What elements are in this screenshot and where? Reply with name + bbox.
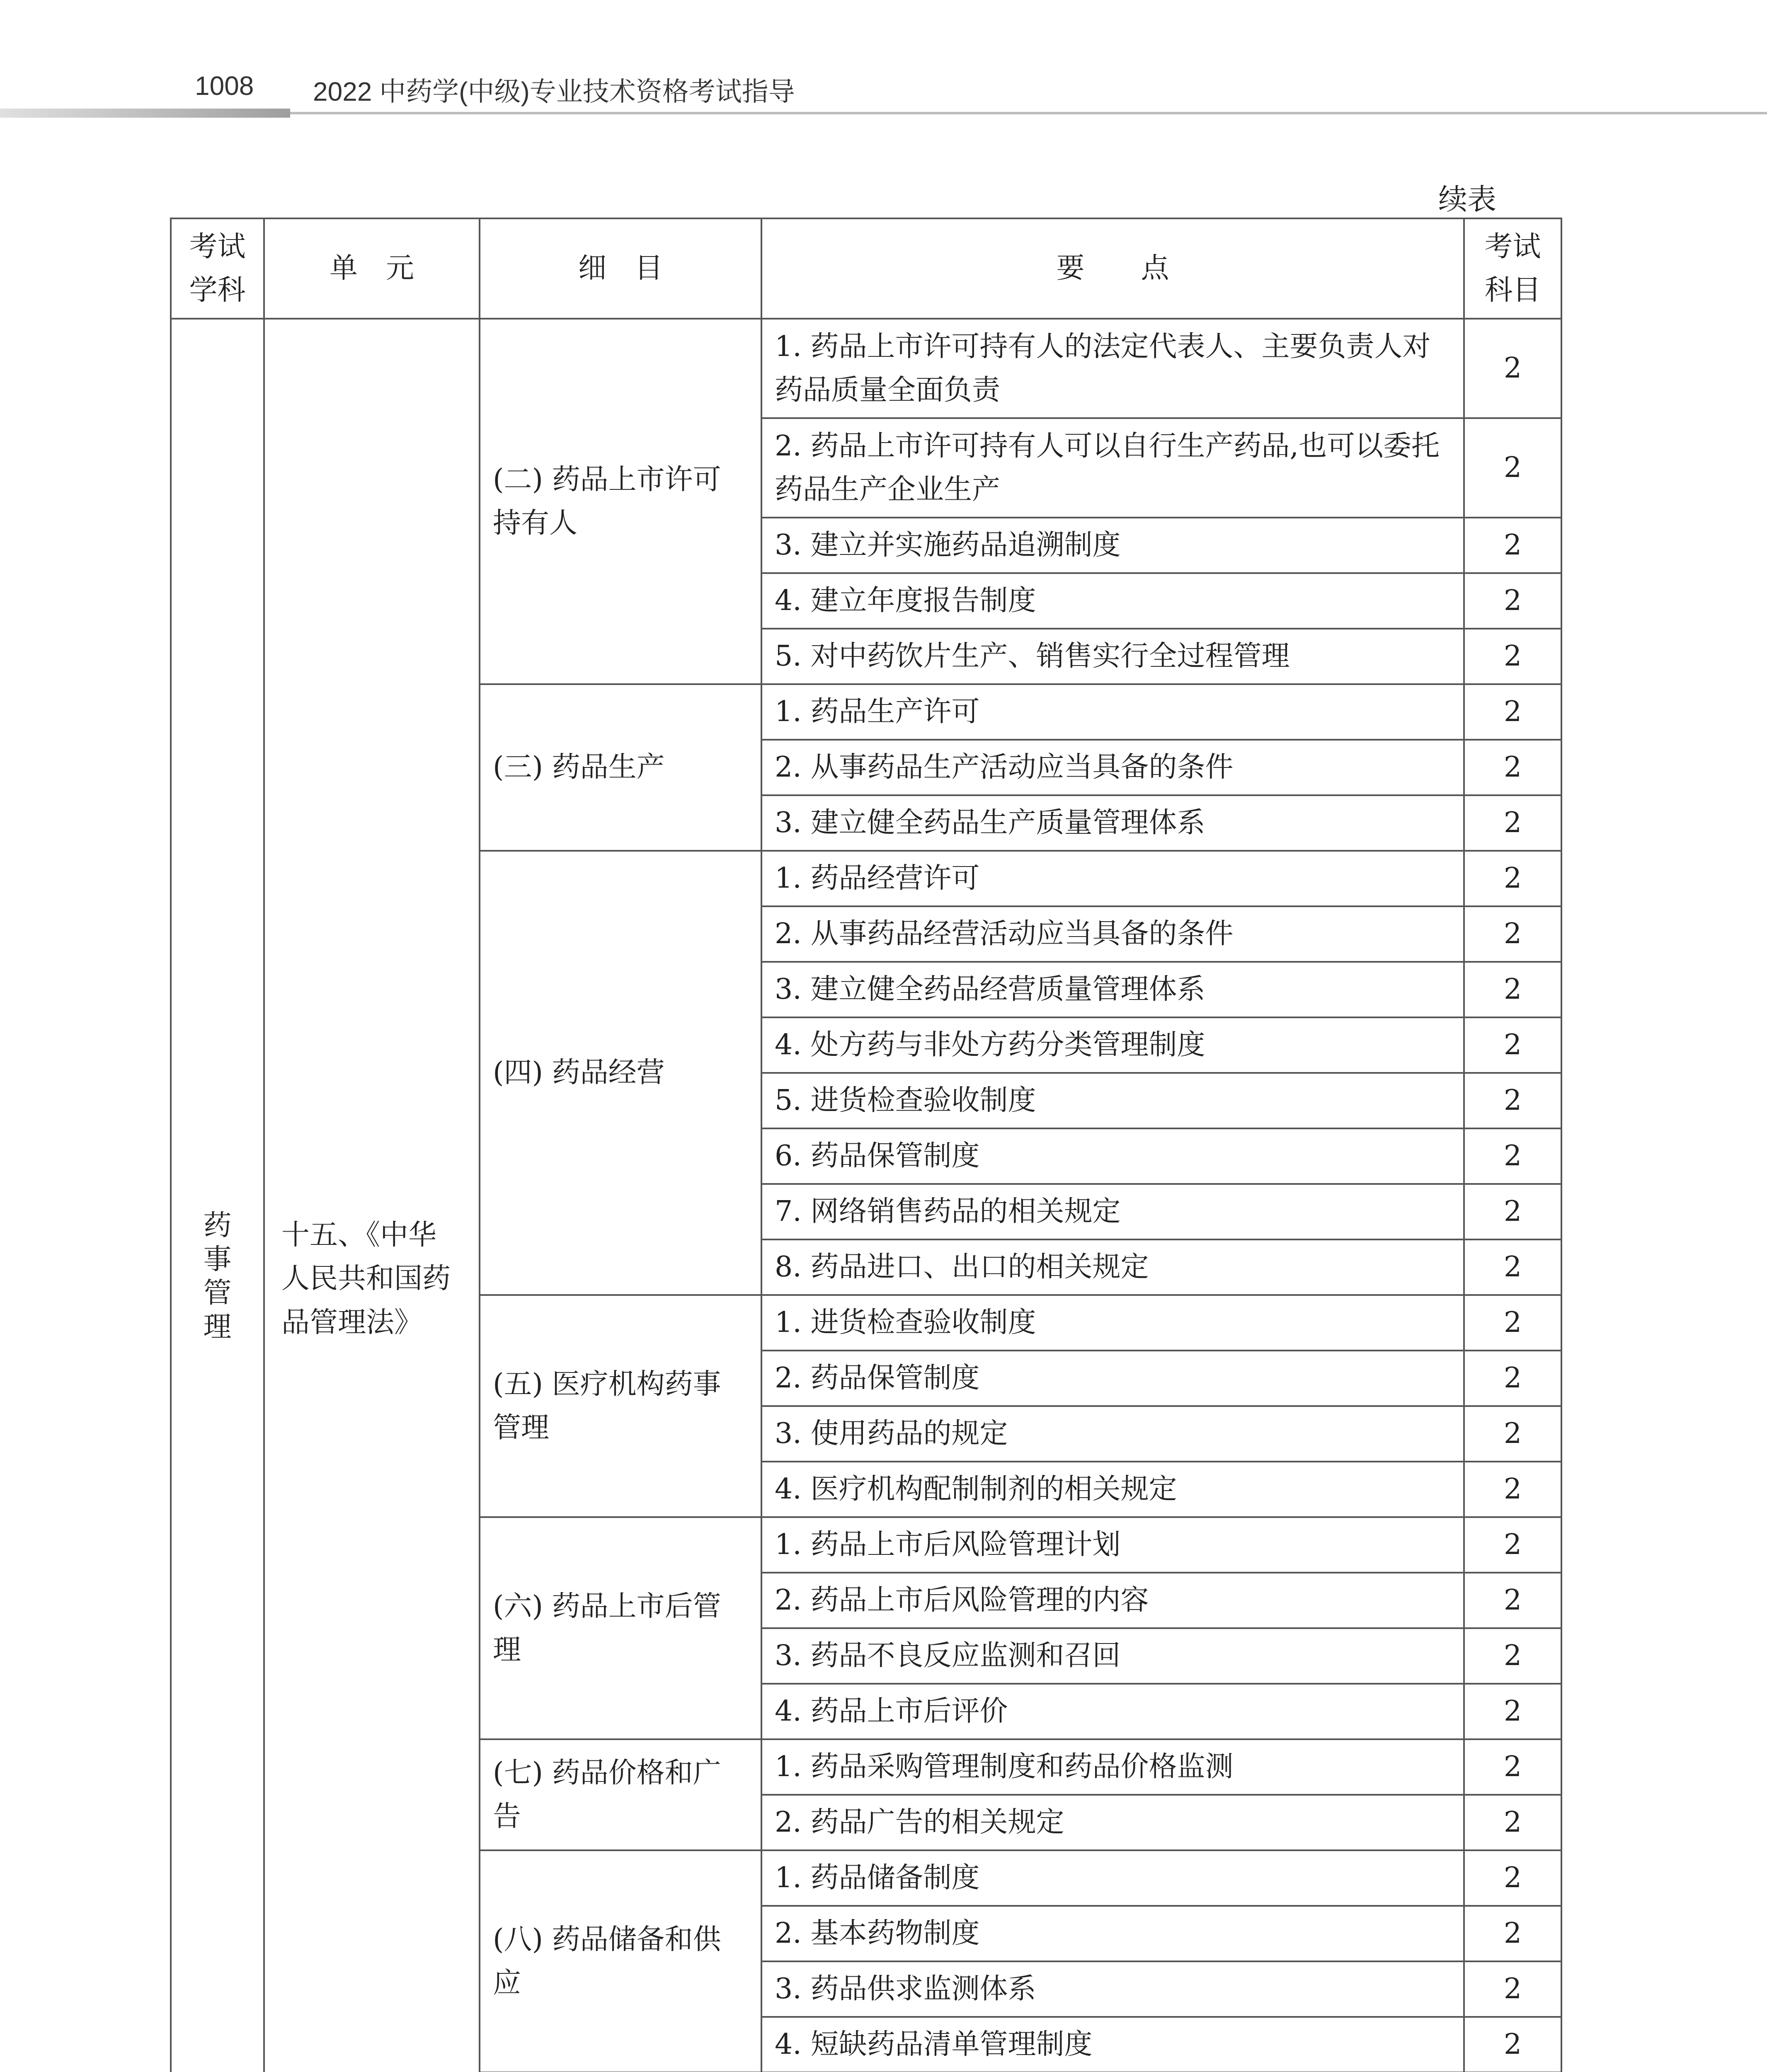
exam-subject-value: 2 [1464,1684,1561,1739]
point-text: 8. 药品进口、出口的相关规定 [761,1239,1464,1295]
exam-subject-value: 2 [1464,851,1561,906]
exam-subject-value: 2 [1464,1795,1561,1850]
continued-label: 续表 [1438,182,1496,216]
point-text: 3. 使用药品的规定 [761,1406,1464,1462]
exam-subject-value: 2 [1464,1961,1561,2017]
point-text: 3. 药品不良反应监测和召回 [761,1628,1464,1684]
point-text: 3. 药品供求监测体系 [761,1961,1464,2017]
exam-subject-value: 2 [1464,962,1561,1017]
exam-subject-value: 2 [1464,1906,1561,1961]
syllabus-table [170,218,1562,2072]
exam-subject-value: 2 [1464,684,1561,740]
exam-subject-value: 2 [1464,906,1561,962]
point-text: 2. 药品广告的相关规定 [761,1795,1464,1850]
point-text: 2. 药品保管制度 [761,1351,1464,1406]
point-text: 6. 药品保管制度 [761,1128,1464,1184]
exam-subject-value: 2 [1464,1406,1561,1462]
book-title: 2022 中药学(中级)专业技术资格考试指导 [313,77,795,107]
subject-cell [171,319,264,2072]
exam-subject-value: 2 [1464,1739,1561,1795]
exam-subject-value: 2 [1464,2017,1561,2072]
point-text: 4. 短缺药品清单管理制度 [761,2017,1464,2072]
unit-cell: 十五、《中华人民共和国药品管理法》 [264,319,480,2072]
header-detail: 细 目 [480,218,761,319]
exam-subject-value: 2 [1464,319,1561,418]
point-text: 1. 药品储备制度 [761,1850,1464,1906]
point-text: 1. 药品生产许可 [761,684,1464,740]
exam-subject-value: 2 [1464,1351,1561,1406]
exam-subject-value: 2 [1464,1239,1561,1295]
exam-subject-value: 2 [1464,1462,1561,1517]
page-header [0,62,1767,124]
subject-text: 药事管理 [203,1209,232,1343]
exam-subject-value: 2 [1464,1295,1561,1351]
header-exam: 考试科目 [1464,218,1561,319]
exam-subject-value: 2 [1464,418,1561,518]
point-text: 3. 建立并实施药品追溯制度 [761,518,1464,573]
point-text: 4. 建立年度报告制度 [761,573,1464,629]
point-text: 2. 药品上市许可持有人可以自行生产药品,也可以委托药品生产企业生产 [761,418,1464,518]
exam-subject-value: 2 [1464,740,1561,795]
exam-subject-value: 2 [1464,1850,1561,1906]
exam-subject-value: 2 [1464,1128,1561,1184]
exam-subject-value: 2 [1464,795,1561,851]
point-text: 4. 药品上市后评价 [761,1684,1464,1739]
point-text: 2. 药品上市后风险管理的内容 [761,1573,1464,1628]
section-title: (八) 药品储备和供应 [480,1850,761,2072]
exam-subject-value: 2 [1464,1017,1561,1073]
header-points: 要 点 [761,218,1464,319]
point-text: 4. 处方药与非处方药分类管理制度 [761,1017,1464,1073]
point-text: 1. 药品经营许可 [761,851,1464,906]
point-text: 1. 药品上市许可持有人的法定代表人、主要负责人对药品质量全面负责 [761,319,1464,418]
page-number: 1008 [195,71,254,101]
section-title: (二) 药品上市许可持有人 [480,319,761,684]
header-unit: 单 元 [264,218,480,319]
exam-subject-value: 2 [1464,1517,1561,1573]
exam-subject-value: 2 [1464,1573,1561,1628]
point-text: 1. 药品采购管理制度和药品价格监测 [761,1739,1464,1795]
point-text: 7. 网络销售药品的相关规定 [761,1184,1464,1239]
exam-subject-value: 2 [1464,573,1561,629]
section-title: (三) 药品生产 [480,684,761,851]
exam-subject-value: 2 [1464,629,1561,684]
table-header-row [171,218,1561,319]
point-text: 1. 进货检查验收制度 [761,1295,1464,1351]
section-title: (七) 药品价格和广告 [480,1739,761,1850]
exam-subject-value: 2 [1464,1628,1561,1684]
point-text: 1. 药品上市后风险管理计划 [761,1517,1464,1573]
point-text: 3. 建立健全药品生产质量管理体系 [761,795,1464,851]
table-row [171,319,1561,418]
exam-subject-value: 2 [1464,518,1561,573]
table-body [171,319,1561,2072]
section-title: (四) 药品经营 [480,851,761,1295]
point-text: 5. 进货检查验收制度 [761,1073,1464,1128]
section-title: (五) 医疗机构药事管理 [480,1295,761,1517]
point-text: 4. 医疗机构配制制剂的相关规定 [761,1462,1464,1517]
header-subject: 考试学科 [171,218,264,319]
point-text: 2. 基本药物制度 [761,1906,1464,1961]
header-accent-bar [0,109,290,118]
exam-subject-value: 2 [1464,1184,1561,1239]
point-text: 5. 对中药饮片生产、销售实行全过程管理 [761,629,1464,684]
point-text: 2. 从事药品经营活动应当具备的条件 [761,906,1464,962]
point-text: 2. 从事药品生产活动应当具备的条件 [761,740,1464,795]
exam-subject-value: 2 [1464,1073,1561,1128]
section-title: (六) 药品上市后管理 [480,1517,761,1739]
point-text: 3. 建立健全药品经营质量管理体系 [761,962,1464,1017]
